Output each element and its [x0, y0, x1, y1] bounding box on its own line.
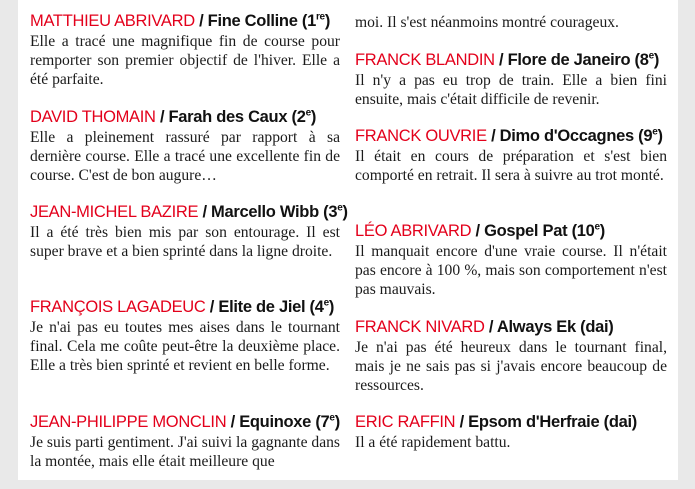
comment-text: Je n'ai pas été heureux dans le tournant final, mais je ne sais pas si j'avais encore beaucoup de ressources.: [355, 339, 667, 395]
horse-name: Equinoxe: [239, 413, 312, 431]
horse-name: Gospel Pat: [484, 222, 568, 240]
horse-name: Farah des Caux: [168, 108, 288, 126]
finish-position: (10e): [567, 221, 605, 240]
jockey-comment-1: [30, 12, 340, 89]
comment-text: Je n'ai pas eu toutes mes aises dans le tournant final. Cela me coûte peut-être la deuxième place. Elle a très bien sprinté et revient en belle forme.: [30, 319, 340, 375]
position-suffix: e: [648, 50, 654, 62]
jockey-comment-10: [355, 413, 667, 452]
separator: /: [198, 203, 212, 221]
jockey-comment-9: [355, 318, 667, 395]
entry-heading: [355, 318, 667, 337]
horse-name: Marcello Wibb: [211, 203, 319, 221]
jockey-comment-6: [355, 51, 667, 109]
page-right-margin: [678, 0, 695, 489]
comment-text: Elle a pleinement rassuré par rapport à sa dernière course. Elle a tracé une excellente fin de course. C'est de bon augure…: [30, 129, 340, 185]
position-suffix: e: [337, 202, 343, 214]
jockey-name: MATTHIEU ABRIVARD: [30, 12, 195, 30]
position-number: 4: [314, 298, 324, 316]
position-suffix: e: [329, 412, 335, 424]
jockey-comment-2: [30, 108, 340, 185]
position-number: 7: [320, 413, 330, 431]
jockey-comment-8: [355, 222, 667, 299]
position-number: 1: [307, 12, 316, 30]
jockey-name: ERIC RAFFIN: [355, 413, 456, 431]
page-bottom-margin: [0, 480, 695, 489]
horse-name: Dimo d'Occagnes: [499, 127, 634, 145]
finish-position: (dai): [599, 413, 637, 431]
horse-name: Epsom d'Herfraie: [468, 413, 600, 431]
separator: /: [494, 51, 508, 69]
jockey-name: FRANCK NIVARD: [355, 318, 485, 336]
position-number: 3: [328, 203, 338, 221]
article-page: [18, 0, 678, 480]
position-number: 9: [643, 127, 653, 145]
finish-position: (7e): [311, 412, 340, 431]
finish-position: (1re): [297, 11, 331, 30]
jockey-name: DAVID THOMAIN: [30, 108, 156, 126]
jockey-name: FRANÇOIS LAGADEUC: [30, 298, 206, 316]
comment-text: Il a été rapidement battu.: [355, 434, 511, 451]
position-suffix: re: [315, 11, 325, 23]
finish-position: (8e): [630, 50, 660, 69]
position-number: dai: [585, 318, 609, 336]
horse-name: Always Ek: [496, 318, 576, 336]
entry-heading: [30, 12, 340, 31]
comment-text: Il a été très bien mis par son entourage. Il est super brave et a bien sprinté dans la ligne droite.: [30, 224, 340, 261]
jockey-name: FRANCK BLANDIN: [355, 51, 495, 69]
entry-heading: [30, 298, 340, 317]
separator: /: [455, 413, 469, 431]
separator: /: [226, 413, 240, 431]
finish-position: (2e): [287, 107, 317, 126]
entry-heading: [30, 413, 340, 432]
separator: /: [194, 12, 208, 30]
position-number: 2: [296, 108, 306, 126]
separator: /: [484, 318, 497, 336]
entry-heading: [355, 51, 667, 70]
comment-text: Il était en cours de préparation et s'est bien comporté en retrait. Il sera à suivre au trot monté.: [355, 148, 667, 185]
position-suffix: e: [305, 107, 311, 119]
entry-heading: [355, 127, 667, 146]
finish-position: (3e): [318, 202, 348, 221]
jockey-name: FRANCK OUVRIE: [355, 127, 487, 145]
jockey-comment-7: [355, 127, 667, 185]
jockey-name: JEAN-PHILIPPE MONCLIN: [30, 413, 227, 431]
comment-continuation: [355, 13, 667, 32]
position-suffix: e: [594, 221, 600, 233]
finish-position: (dai): [575, 318, 614, 336]
jockey-comment-4: [30, 298, 340, 375]
horse-name: Fine Colline: [207, 12, 298, 30]
separator: /: [205, 298, 219, 316]
position-suffix: e: [652, 126, 658, 138]
comment-text: Je suis parti gentiment. J'ai suivi la gagnante dans la montée, mais elle était meilleure que: [30, 434, 340, 471]
separator: /: [471, 222, 485, 240]
separator: /: [486, 127, 500, 145]
comment-text: Il manquait encore d'une vraie course. Il n'était pas encore à 100 %, mais son comportement n'est pas mauvais.: [355, 243, 667, 299]
entry-heading: [355, 413, 667, 432]
finish-position: (9e): [633, 126, 663, 145]
comment-text: moi. Il s'est néanmoins montré courageux.: [355, 14, 619, 31]
finish-position: (4e): [305, 297, 335, 316]
entry-heading: [30, 202, 348, 222]
comment-text: Elle a tracé une magnifique fin de course pour remporter son premier objectif de l'hiver. Elle a été parfaite.: [30, 33, 340, 89]
jockey-name: JEAN-MICHEL BAZIRE: [30, 203, 199, 221]
separator: /: [155, 108, 169, 126]
horse-name: Elite de Jiel: [218, 298, 306, 316]
jockey-name: LÉO ABRIVARD: [355, 222, 472, 240]
horse-name: Flore de Janeiro: [507, 51, 631, 69]
position-number: 8: [639, 51, 649, 69]
comment-text: Il n'y a pas eu trop de train. Elle a bien fini ensuite, mais c'était difficile de revenir.: [355, 72, 667, 109]
entry-heading: [30, 108, 340, 127]
position-number: 10: [576, 222, 595, 240]
position-number: dai: [608, 413, 632, 431]
entry-heading: [355, 222, 667, 241]
jockey-comment-3: [30, 202, 348, 261]
position-suffix: e: [323, 297, 329, 309]
jockey-comment-5: [30, 413, 340, 471]
